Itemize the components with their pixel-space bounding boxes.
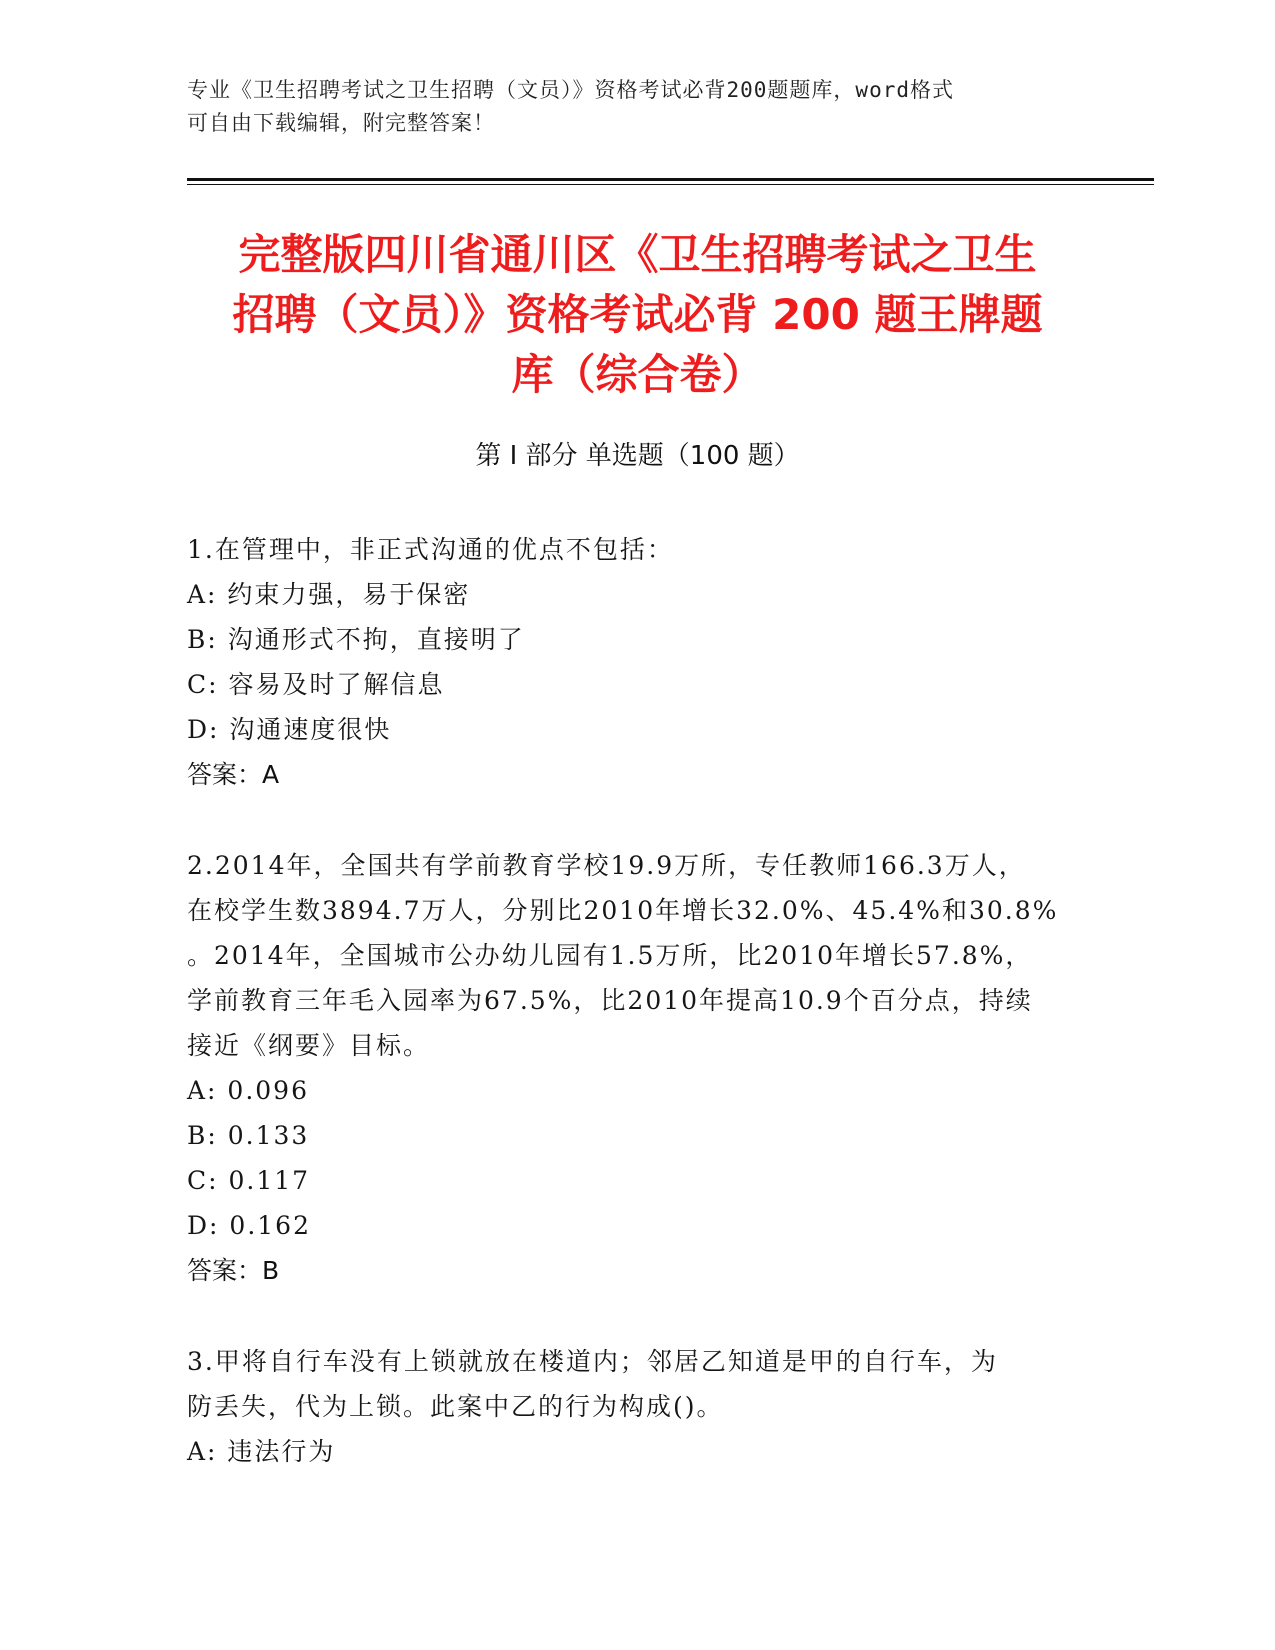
answer-line: 答案：A	[187, 760, 280, 789]
header-line-1: 专业《卫生招聘考试之卫生招聘（文员）》资格考试必背200题题库，word格式	[187, 78, 954, 102]
option-d: D: 0.162	[187, 1211, 311, 1240]
document-title	[160, 225, 1115, 405]
option-a: A: 0.096	[187, 1076, 309, 1105]
header-divider-thick	[187, 178, 1154, 181]
question-list	[187, 527, 1087, 1520]
question-stem-line: 2.2014年，全国共有学前教育学校19.9万所，专任教师166.3万人，	[187, 851, 1026, 880]
header-note	[187, 74, 1067, 140]
question-stem-line: 3.甲将自行车没有上锁就放在楼道内；邻居乙知道是甲的自行车，为	[187, 1347, 998, 1376]
title-line-2: 招聘（文员）》资格考试必背 200 题王牌题	[232, 290, 1043, 339]
answer-line: 答案：B	[187, 1256, 280, 1285]
option-d: D: 沟通速度很快	[187, 715, 392, 744]
option-c: C: 0.117	[187, 1166, 311, 1195]
section-heading: 第 I 部分 单选题（100 题）	[475, 441, 800, 471]
option-b: B: 沟通形式不拘，直接明了	[187, 625, 525, 654]
option-a: A: 约束力强，易于保密	[187, 580, 471, 609]
title-line-1: 完整版四川省通川区《卫生招聘考试之卫生	[238, 230, 1037, 279]
header-divider-thin	[187, 184, 1154, 185]
question-2	[187, 843, 1087, 1293]
question-stem-line: 防丢失，代为上锁。此案中乙的行为构成()。	[187, 1392, 724, 1421]
option-c: C: 容易及时了解信息	[187, 670, 445, 699]
question-stem-line: 接近《纲要》目标。	[187, 1031, 431, 1060]
question-1	[187, 527, 1087, 797]
question-stem-line: 在校学生数3894.7万人，分别比2010年增长32.0%、45.4%和30.8%	[187, 896, 1059, 925]
title-line-3: 库（综合卷）	[511, 350, 764, 399]
question-stem-line: 学前教育三年毛入园率为67.5%，比2010年提高10.9个百分点，持续	[187, 986, 1033, 1015]
option-a: A: 违法行为	[187, 1437, 336, 1466]
header-line-2: 可自由下载编辑，附完整答案！	[187, 111, 495, 135]
question-3	[187, 1339, 1087, 1474]
question-stem-line: 。2014年，全国城市公办幼儿园有1.5万所，比2010年增长57.8%，	[187, 941, 1033, 970]
option-b: B: 0.133	[187, 1121, 310, 1150]
question-stem-line: 1.在管理中，非正式沟通的优点不包括：	[187, 535, 674, 564]
